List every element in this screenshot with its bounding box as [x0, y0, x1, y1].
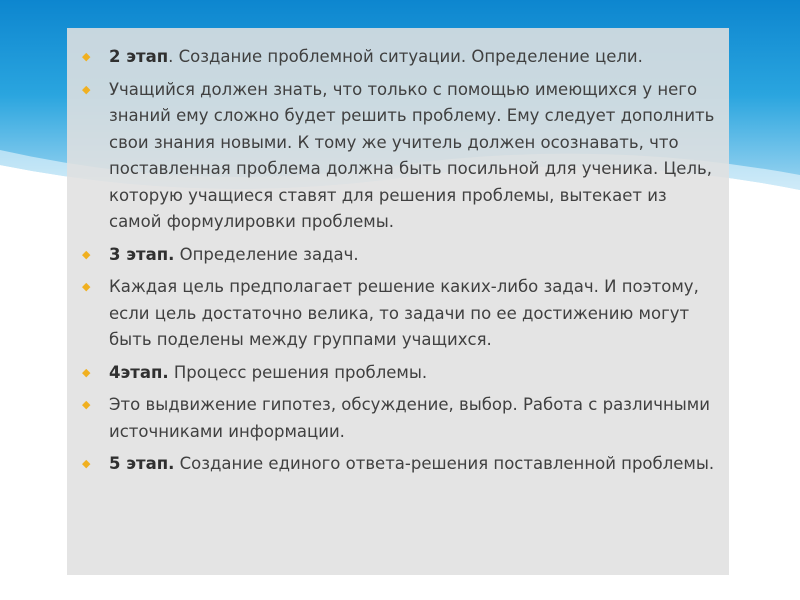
- bullet-text: Это выдвижение гипотез, обсуждение, выбор. Работа с различными источниками информации.: [109, 395, 710, 441]
- bullet-item: [82, 451, 722, 478]
- bullet-text: Создание единого ответа-решения поставленной проблемы.: [174, 454, 715, 473]
- bullet-icon: ◆: [82, 247, 91, 261]
- bullet-icon: ◆: [82, 365, 91, 379]
- stage-label: 5 этап.: [109, 454, 175, 473]
- bullet-icon: ◆: [82, 398, 91, 411]
- bullet-item: [82, 392, 722, 445]
- bullet-text: Процесс решения проблемы.: [168, 362, 428, 382]
- bullet-icon: ◆: [82, 457, 91, 470]
- bullet-icon: ◆: [82, 280, 91, 293]
- bullet-item: [82, 44, 722, 71]
- bullet-text: . Создание проблемной ситуации. Определение цели.: [168, 47, 643, 66]
- bullet-list: [82, 44, 722, 478]
- bullet-item: [82, 274, 722, 354]
- bullet-item: [82, 77, 722, 236]
- stage-label: 2 этап: [109, 47, 169, 66]
- bullet-item: [82, 242, 722, 269]
- bullet-item: [82, 360, 722, 387]
- bullet-text: Учащийся должен знать, что только с помощью имеющихся у него знаний ему сложно будет решить проблему. Ему следует дополнить свои знания новыми. К тому же учитель должен осознавать, что поставленная проблема должна быть посильной для ученика. Цель, которую учащиеся ставят для решения проблемы, вытекает из самой формулировки проблемы.: [109, 79, 715, 231]
- slide-content: [82, 44, 722, 484]
- stage-label: 4этап.: [109, 362, 169, 382]
- bullet-icon: ◆: [82, 82, 91, 96]
- bullet-text: Определение задач.: [174, 244, 359, 264]
- bullet-icon: ◆: [82, 50, 91, 63]
- stage-label: 3 этап.: [109, 244, 175, 264]
- bullet-text: Каждая цель предполагает решение каких-либо задач. И поэтому, если цель достаточно велика, то задачи по ее достижению могут быть поделены между группами учащихся.: [109, 277, 699, 349]
